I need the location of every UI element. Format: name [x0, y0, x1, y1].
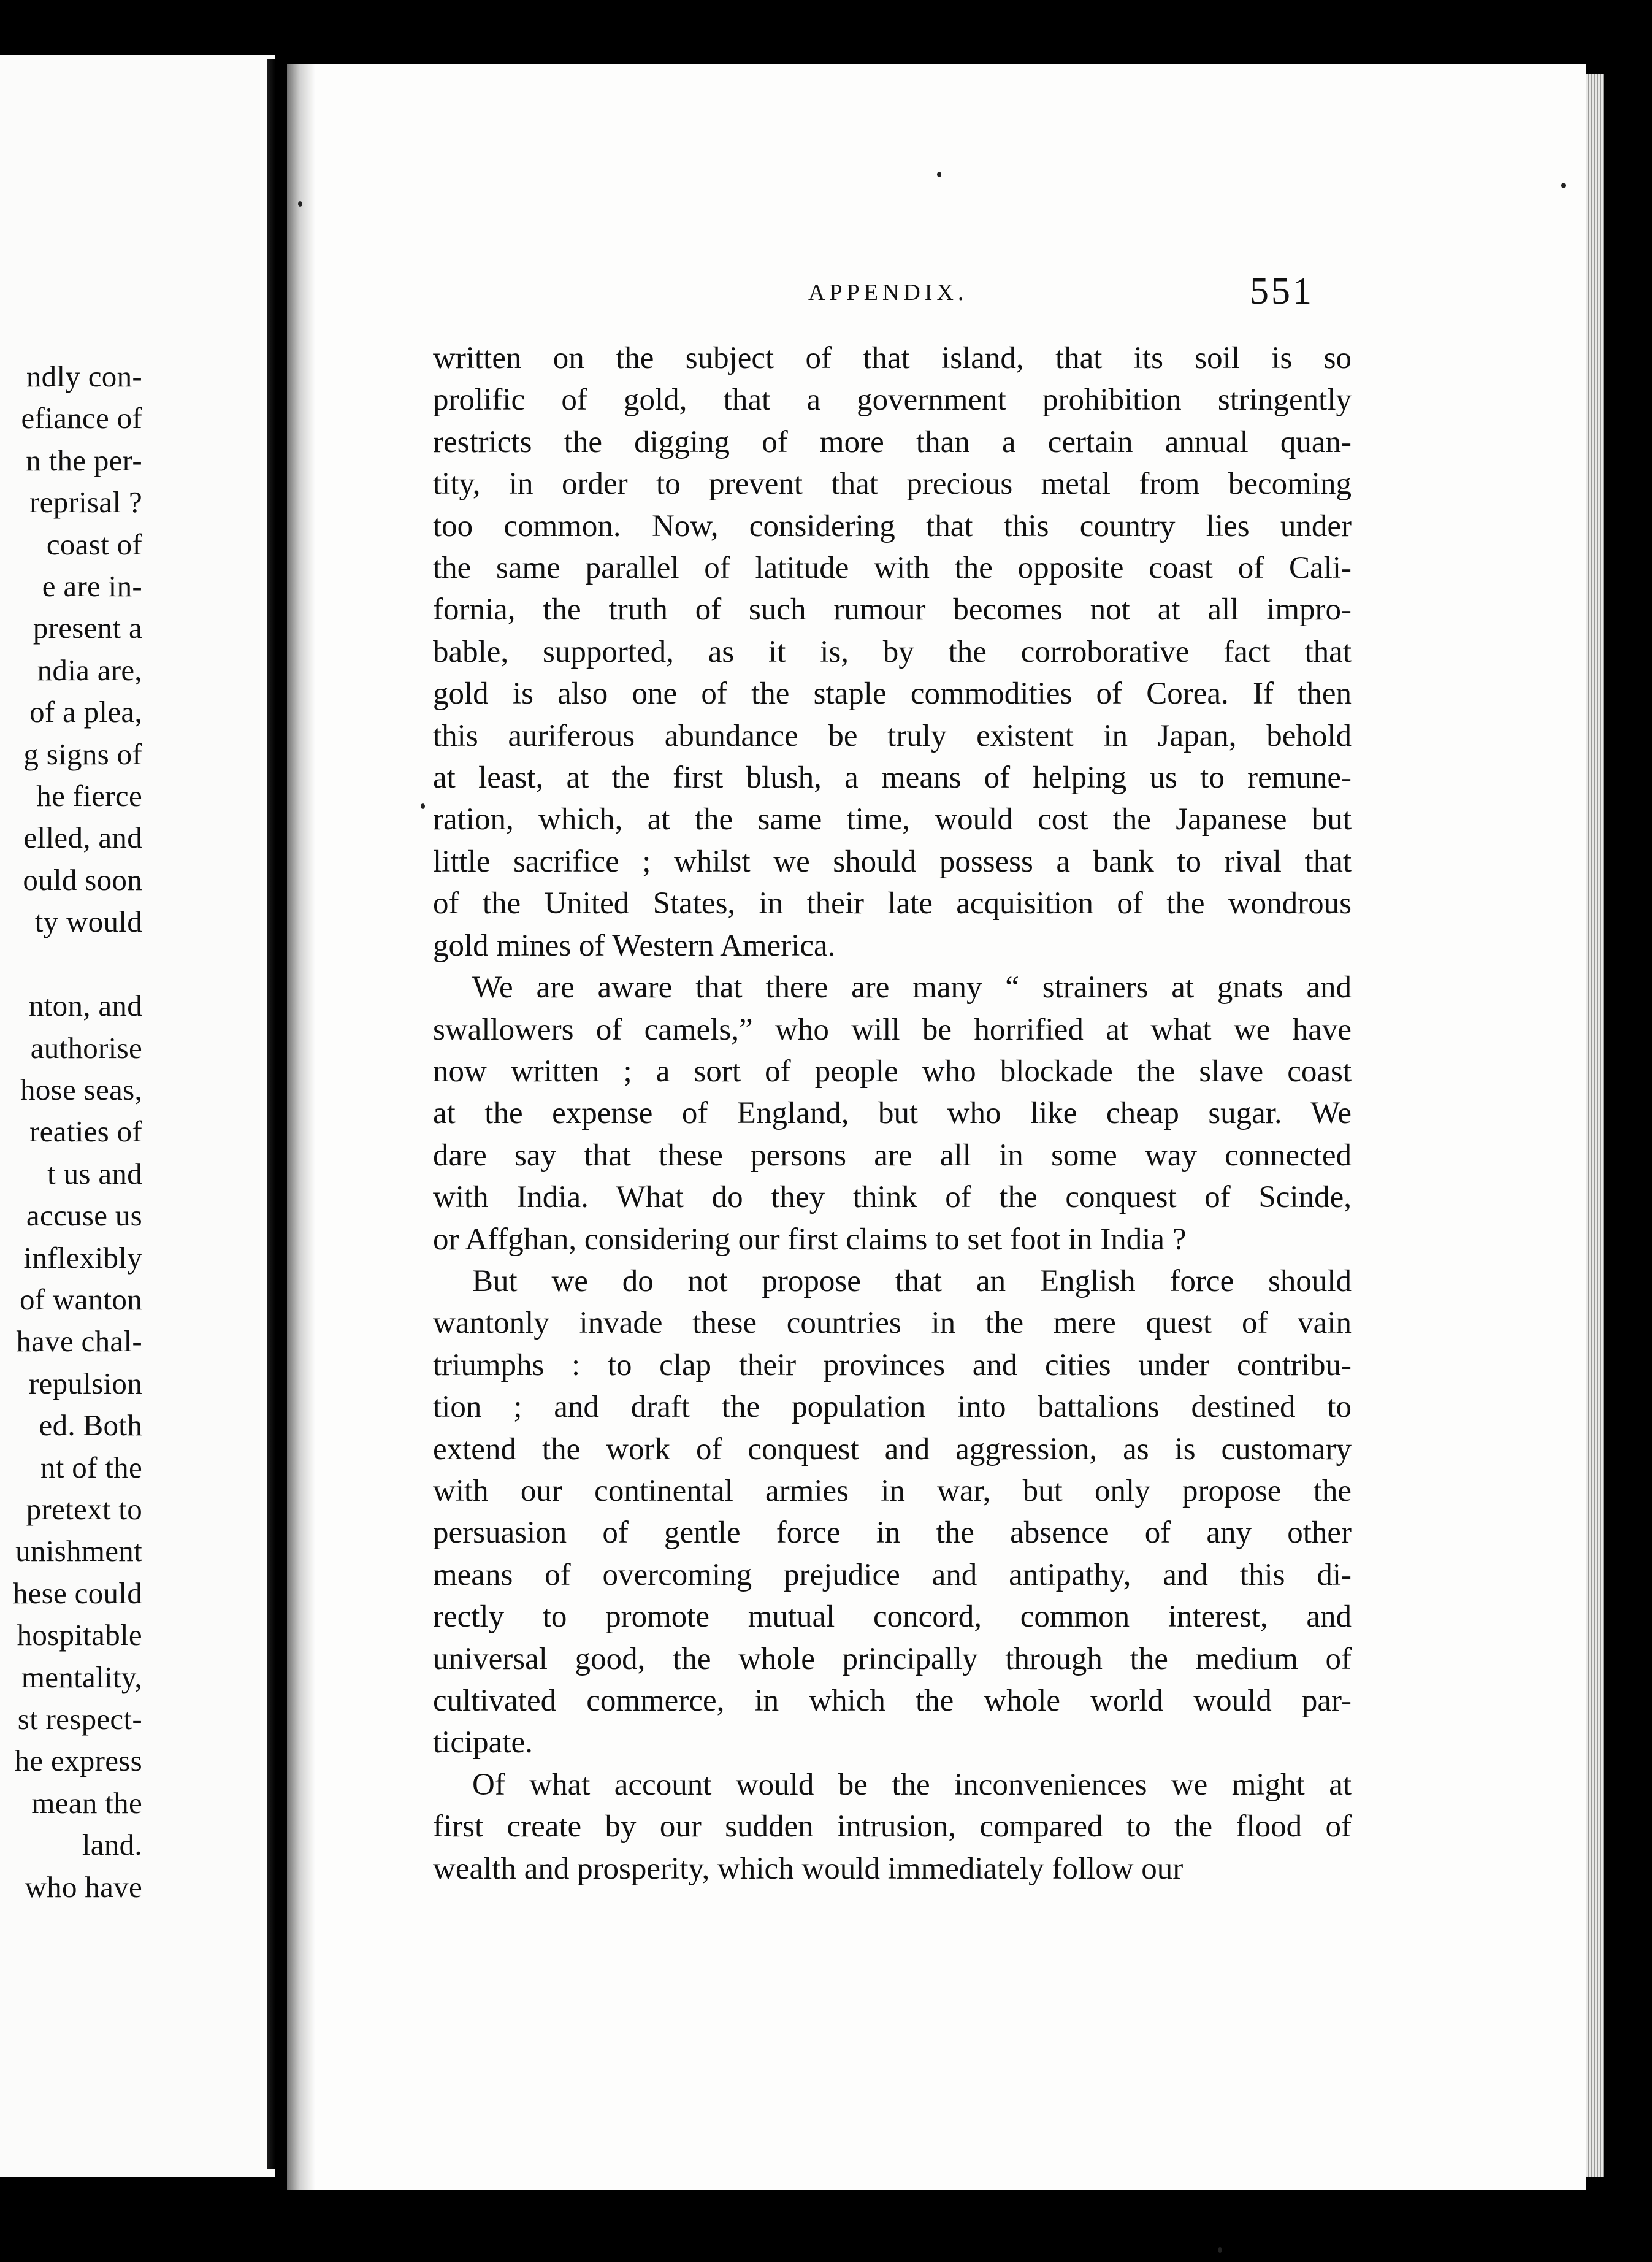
previous-page-line: land.	[82, 1828, 142, 1862]
text-line: at the expense of England, but who like cheap sugar. We	[433, 1096, 1352, 1131]
ink-speck	[1561, 183, 1566, 188]
previous-page-line: ould soon	[23, 862, 142, 897]
text-line: ration, which, at the same time, would cost the Japanese but	[433, 802, 1352, 837]
previous-page-line: n the per-	[26, 443, 142, 477]
previous-page-line: coast of	[46, 527, 142, 561]
previous-page-text	[0, 356, 142, 1908]
text-line: universal good, the whole principally through the medium of	[433, 1641, 1352, 1676]
text-line: prolific of gold, that a government prohibition stringently	[433, 383, 1352, 418]
text-line: first create by our sudden intrusion, compared to the flood of	[433, 1809, 1352, 1844]
previous-page-line: t us and	[47, 1156, 142, 1190]
previous-page-line: accuse us	[26, 1198, 142, 1233]
text-line: We are aware that there are many “ strainers at gnats and	[472, 970, 1352, 1005]
previous-page-line: reprisal ?	[29, 485, 142, 519]
previous-page-line: authorise	[30, 1030, 142, 1065]
text-line: or Affghan, considering our first claims to set foot in India ?	[433, 1222, 1187, 1257]
previous-page-line: ndia are,	[37, 653, 142, 687]
paragraph	[433, 1260, 1352, 1764]
previous-page-line: efiance of	[21, 401, 142, 435]
text-line: wantonly invade these countries in the mere quest of vain	[433, 1306, 1352, 1341]
previous-page-line: of a plea,	[29, 695, 142, 729]
ink-speck	[298, 201, 302, 207]
text-line: restricts the digging of more than a certain annual quan-	[433, 424, 1352, 459]
text-line: at least, at the first blush, a means of helping us to remune-	[433, 761, 1352, 796]
previous-page-line: elled, and	[23, 821, 142, 855]
book-gutter	[267, 59, 288, 2169]
text-line: rectly to promote mutual concord, common interest, and	[433, 1600, 1352, 1635]
previous-page-line: pretext to	[26, 1492, 142, 1526]
text-line: too common. Now, considering that this country lies under	[433, 508, 1352, 543]
ink-speck	[937, 172, 941, 177]
text-line: persuasion of gentle force in the absence of any other	[433, 1516, 1352, 1551]
previous-page-line: present a	[33, 611, 142, 645]
text-line: means of overcoming prejudice and antipathy, and this di-	[433, 1557, 1352, 1592]
paragraph	[433, 1764, 1352, 1890]
text-line: gold is also one of the staple commodities of Corea. If then	[433, 677, 1352, 711]
text-line: cultivated commerce, in which the whole world would par-	[433, 1684, 1352, 1718]
previous-page	[0, 55, 275, 2177]
previous-page-line: ndly con-	[26, 359, 142, 393]
paragraph	[433, 967, 1352, 1260]
text-line: this auriferous abundance be truly existent in Japan, behold	[433, 718, 1352, 753]
previous-page-line: ty would	[34, 905, 142, 939]
text-line: the same parallel of latitude with the opposite coast of Cali-	[433, 551, 1352, 586]
text-line: ticipate.	[433, 1725, 533, 1760]
text-line: extend the work of conquest and aggression, as is customary	[433, 1432, 1352, 1466]
previous-page-line: hose seas,	[20, 1072, 142, 1106]
previous-page-line: reaties of	[29, 1114, 142, 1149]
previous-page-line	[0, 943, 142, 985]
text-line: with our continental armies in war, but only propose the	[433, 1473, 1352, 1508]
previous-page-line: e are in-	[42, 569, 142, 604]
text-line: now written ; a sort of people who blockade the slave coast	[433, 1054, 1352, 1089]
previous-page-line: mean the	[31, 1785, 142, 1820]
previous-page-line: st respect-	[17, 1702, 142, 1736]
page-body-text	[433, 337, 1352, 1890]
text-line: with India. What do they think of the conquest of Scinde,	[433, 1180, 1352, 1215]
text-line: gold mines of Western America.	[433, 928, 836, 963]
previous-page-line: g signs of	[23, 737, 142, 771]
text-line: of the United States, in their late acquisition of the wondrous	[433, 886, 1352, 921]
previous-page-line: he fierce	[36, 779, 142, 813]
previous-page-line: unishment	[15, 1534, 142, 1568]
text-line: Of what account would be the inconveniences we might at	[472, 1767, 1352, 1802]
ink-speck	[421, 803, 425, 809]
previous-page-line: he express	[14, 1744, 142, 1778]
previous-page-line: who have	[25, 1869, 142, 1904]
previous-page-line: mentality,	[21, 1660, 142, 1694]
previous-page-line: hese could	[12, 1576, 142, 1610]
previous-page-line: ed. Both	[39, 1408, 142, 1443]
text-line: swallowers of camels,” who will be horrified at what we have	[433, 1012, 1352, 1047]
text-line: dare say that these persons are all in some way connected	[433, 1138, 1352, 1173]
previous-page-line: repulsion	[28, 1366, 142, 1400]
page-number: 551	[1250, 270, 1314, 312]
page-edges	[1586, 74, 1604, 2177]
text-line: fornia, the truth of such rumour becomes not at all impro-	[433, 592, 1352, 627]
text-line: written on the subject of that island, that its soil is so	[433, 341, 1352, 375]
previous-page-line: nton, and	[28, 989, 142, 1023]
text-line: little sacrifice ; whilst we should possess a bank to rival that	[433, 844, 1352, 879]
paragraph	[433, 337, 1352, 967]
ink-speck	[1218, 2247, 1222, 2253]
text-line: tion ; and draft the population into battalions destined to	[433, 1390, 1352, 1425]
previous-page-line: inflexibly	[23, 1240, 142, 1275]
previous-page-line: of wanton	[19, 1282, 142, 1316]
text-line: triumphs : to clap their provinces and cities under contribu-	[433, 1348, 1352, 1382]
previous-page-line: have chal-	[16, 1324, 142, 1359]
text-line: wealth and prosperity, which would immediately follow our	[433, 1851, 1184, 1886]
running-head: APPENDIX.	[808, 280, 968, 305]
previous-page-line: hospitable	[17, 1618, 142, 1652]
text-line: bable, supported, as it is, by the corroborative fact that	[433, 634, 1352, 669]
previous-page-line: nt of the	[40, 1450, 142, 1484]
text-line: But we do not propose that an English force should	[472, 1263, 1352, 1298]
text-line: tity, in order to prevent that precious metal from becoming	[433, 467, 1352, 502]
